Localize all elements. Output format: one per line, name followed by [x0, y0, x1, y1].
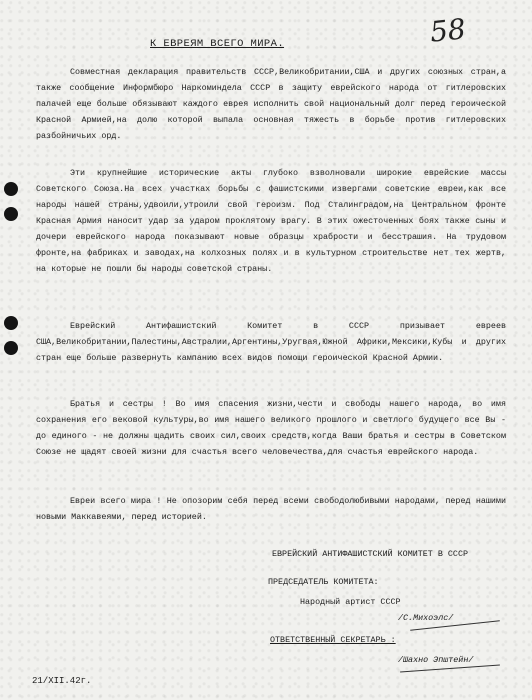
paragraph: Еврейский Антифашистский Комитет в СССР призывает евреев США,Великобритании,Палестины,Австралии,Аргентины,Уругвая,Южной Африки,Мексики,Кубы и других стран еще больше развернуть кампанию всех видов помощи героической Красной Армии. [36, 321, 506, 363]
secretary-signature: /Шахно Эпштейн/ [398, 655, 474, 665]
punch-hole [4, 316, 18, 330]
chairman-signature: /С.Михоэлс/ [398, 613, 454, 623]
paragraph: Эти крупнейшие исторические акты глубоко взволновали широкие еврейские массы Советского Союза.На всех участках борьбы с фашистскими извергами советские евреи,как все народы нашей страны,удвоили,утроили свой героизм. Под Сталинградом,на Центральном фронте Красная Армия наносит удар за ударом проклятому врагу. В этих ожесточенных боях также сыны и дочери еврейского народа показывают новые образцы храбрости и бесстрашия. На трудовом фронте,на фабриках и заводах,на колхозных полях и в культурном строительстве нет тех жертв, на которые не пошли бы народы советской страны. [36, 168, 506, 274]
page-number: 58 [428, 12, 468, 49]
document-date: 21/XII.42г. [32, 676, 92, 686]
paragraph: Братья и сестры ! Во имя спасения жизни,чести и свободы нашего народа, во имя сохранения его вековой культуры,во имя нашего великого прошлого и светлого будущего все Вы - до единого - не должны щадить своих сил,своих средств,когда Ваши братья и сестры в Советском Союзе не щадят своей жизни для счастья всего человечества,для счастья еврейского народа. [36, 399, 506, 457]
punch-hole [4, 182, 18, 196]
punch-hole [4, 207, 18, 221]
secretary-title: ОТВЕТСТВЕННЫЙ СЕКРЕТАРЬ : [270, 635, 396, 645]
chairman-title: ПРЕДСЕДАТЕЛЬ КОМИТЕТА: [268, 577, 379, 587]
chairman-honorific: Народный артист СССР [300, 597, 401, 607]
paragraph: Евреи всего мира ! Не опозорим себя перед всеми свободолюбивыми народами, перед нашими новыми Маккавеями, перед историей. [36, 496, 506, 522]
punch-hole [4, 341, 18, 355]
paragraph: Совместная декларация правительств СССР,Великобритании,США и других союзных стран,а также сообщение Информбюро Наркоминдела СССР в защиту еврейского народа от гитлеровских палачей еще больше обязывают каждого еврея исполнить свой национальный долг перед героической Красной Армией,на долю которой выпала основная тяжесть в борьбе против гитлеровских разбойничьих орд. [36, 67, 506, 141]
committee-name: ЕВРЕЙСКИЙ АНТИФАШИСТСКИЙ КОМИТЕТ В СССР [272, 549, 469, 559]
document-title: К ЕВРЕЯМ ВСЕГО МИРА. [150, 38, 285, 50]
